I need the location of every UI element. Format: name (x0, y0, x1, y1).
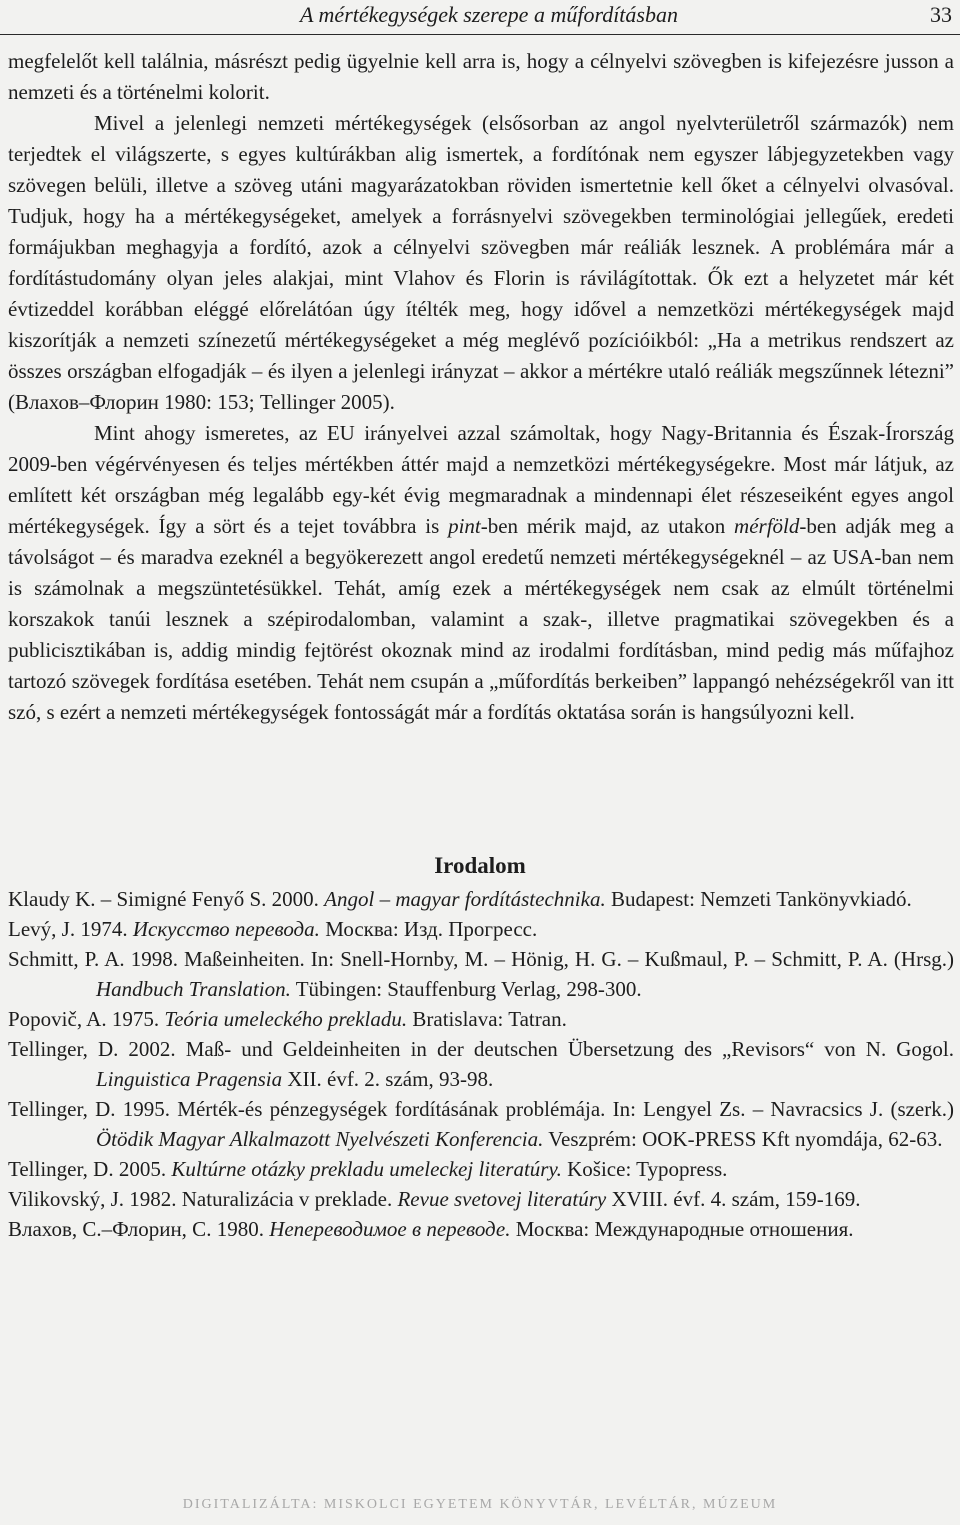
paragraph-3 (8, 418, 954, 728)
paragraph-3-part-c: -ben adják meg a távolságot – és maradva ezeknél a begyökerezett angol eredetű nemzeti mértékegységeknél – az USA-ban nem is számolnak a megszüntetésükkel. Tehát, amíg ezek a mértékegységek nem csak az elmúlt történelmi korszakok tanúi lesznek a szépirodalomban, valamint a szak-, illetve pragmatikai szövegekben és a publicisztikában is, addig mindig fejtörést okoznak mind az irodalmi fordításban, mind pedig más műfajhoz tartozó szövegek fordítása esetében. Tehát nem csupán a „műfordítás berkeiben” lappangó nehézségekről van itt szó, s ezért a nemzeti mértékegységek fontosságát már a fordítás oktatása során is hangsúlyozni kell. (8, 514, 954, 724)
header-rule (0, 34, 960, 35)
body-text (8, 46, 954, 728)
reference-item: Klaudy K. – Simigné Fenyő S. 2000. Angol – magyar fordítástechnika. Budapest: Nemzeti Tankönyvkiadó. (8, 887, 912, 911)
reference-item: Tellinger, D. 2002. Maß- und Geldeinheiten in der deutschen Übersetzung des „Revisors“ von N. Gogol. Linguistica Pragensia XII. évf. 2. szám, 93-98. (8, 1037, 954, 1091)
reference-item: Tellinger, D. 2005. Kultúrne otázky prekladu umeleckej literatúry. Košice: Typopress. (8, 1157, 728, 1181)
running-title: A mértékegységek szerepe a műfordításban (300, 2, 678, 27)
page-header (0, 0, 960, 40)
paragraph-3-part-a: Mint ahogy ismeretes, az EU irányelvei azzal számoltak, hogy Nagy-Britannia és Észak-Írország 2009-ben végérvényesen és teljes mértékben áttér majd a nemzetközi mértékegységekre. Most már látjuk, az említett két országban még legalább egy-két évig megmaradnak a mindennapi élet részeseiként egyes angol mértékegységek. Így a sört és a tejet továbbra is (8, 421, 954, 538)
reference-item: Popovič, A. 1975. Teória umeleckého prekladu. Bratislava: Tatran. (8, 1007, 567, 1031)
references-list (8, 884, 954, 1244)
reference-item: Schmitt, P. A. 1998. Maßeinheiten. In: Snell-Hornby, M. – Hönig, H. G. – Kußmaul, P. – Schmitt, P. A. (Hrsg.) Handbuch Translation. Tübingen: Stauffenburg Verlag, 298-300. (8, 947, 954, 1001)
reference-item: Vilikovský, J. 1982. Naturalizácia v preklade. Revue svetovej literatúry XVIII. évf. 4. szám, 159-169. (8, 1187, 861, 1211)
reference-item: Levý, J. 1974. Искусство перевода. Москва: Изд. Прогресс. (8, 917, 538, 941)
paragraph-2: Mivel a jelenlegi nemzeti mértékegységek (elsősorban az angol nyelvterületről származók) nem terjedtek el világszerte, s egyes kultúrákban alig ismertek, a fordítónak nem egyszer lábjegyzetekben vagy szövegen belüli, illetve a szöveg utáni magyarázatokban röviden ismertetnie kell őket a célnyelvi olvasóval. Tudjuk, hogy ha a mértékegységeket, amelyek a forrásnyelvi szövegekben terminológiai jellegűek, eredeti formájukban meghagyja a fordító, azok a célnyelvi szövegben már reáliák lesznek. A problémára már a fordítástudomány olyan jeles alakjai, mint Vlahov és Florin is rávilágítottak. Ők ezt a helyzetet már két évtizeddel korábban eléggé előrelátóan úgy ítélték meg, hogy idővel a nemzetközi mértékegységek majd kiszorítják a nemzeti színezetű mértékegységeket a még meglévő pozícióikból: „Ha a metrikus rendszert az összes országban elfogadják – és ilyen a jelenlegi irányzat – akkor a mértékre utaló reáliák megszűnnek létezni” (Влахов–Флорин 1980: 153; Tellinger 2005). (8, 111, 954, 414)
page-number: 33 (930, 2, 952, 27)
paragraph-3-part-b: -ben mérik majd, az utakon (480, 514, 735, 538)
term-pint: pint (448, 514, 481, 538)
references-heading: Irodalom (434, 853, 526, 878)
term-merfold: mérföld (734, 514, 800, 538)
reference-item: Влахов, С.–Флорин, С. 1980. Непереводимое в переводе. Москва: Международные отношения. (8, 1217, 854, 1241)
reference-item: Tellinger, D. 1995. Mérték-és pénzegységek fordításának problémája. In: Lengyel Zs. – Navracsics J. (szerk.) Ötödik Magyar Alkalmazott Nyelvészeti Konferencia. Veszprém: OOK-PRESS Kft nyomdája, 62-63. (8, 1097, 954, 1151)
paragraph-1: megfelelőt kell találnia, másrészt pedig ügyelnie kell arra is, hogy a célnyelvi szövegben is kifejezésre jusson a nemzeti és a történelmi kolorit. (8, 49, 954, 104)
digitization-footer: DIGITALIZÁLTA: MISKOLCI EGYETEM KÖNYVTÁR, LEVÉLTÁR, MÚZEUM (182, 1497, 778, 1512)
